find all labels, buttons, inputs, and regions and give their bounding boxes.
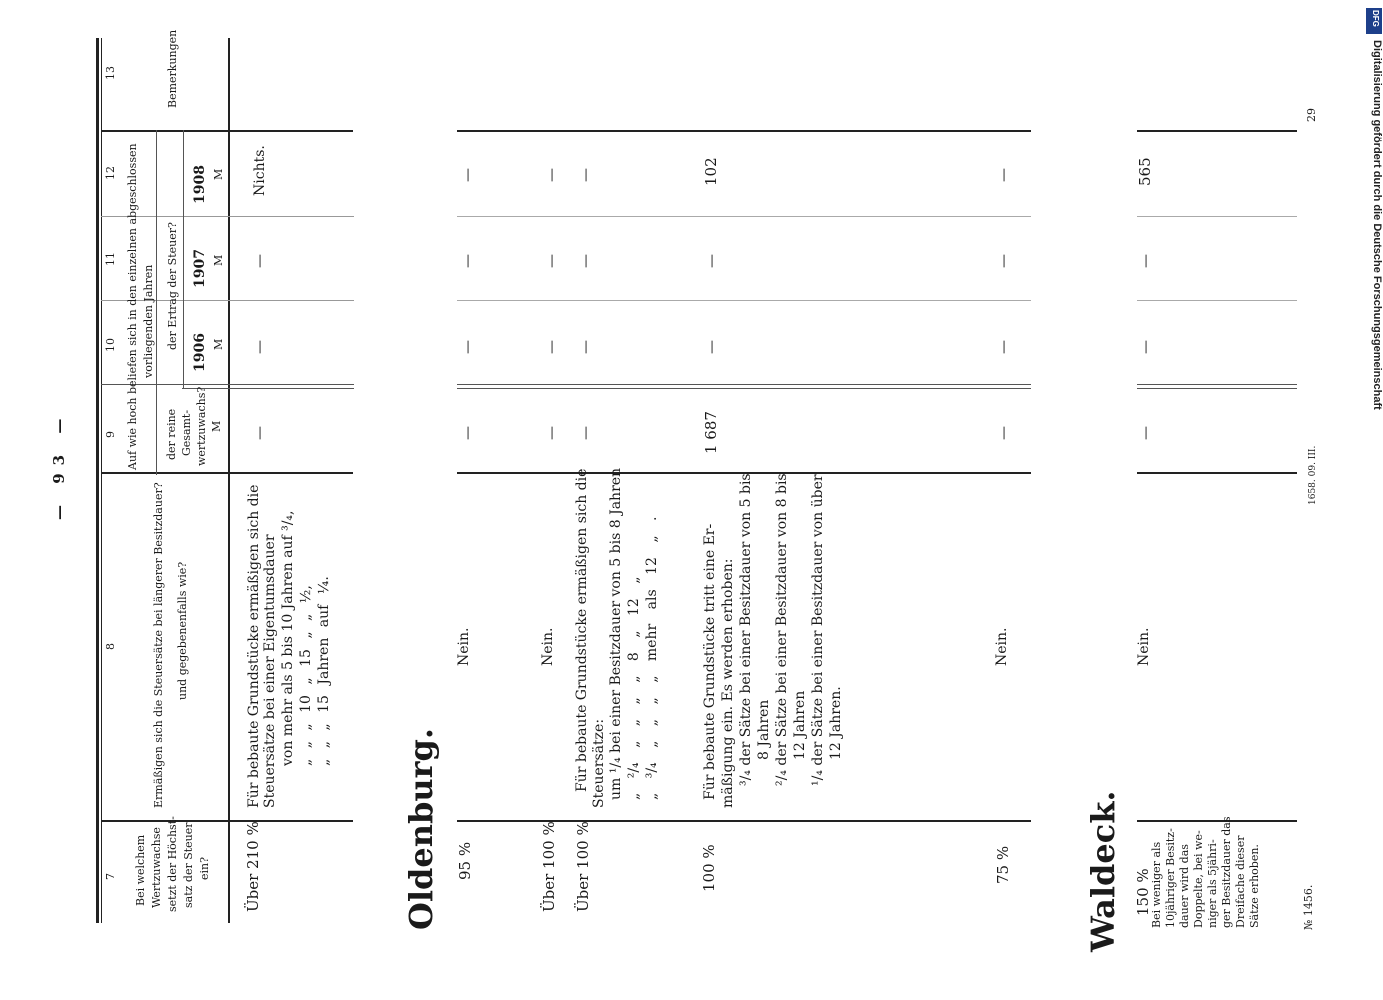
footer-page-sheet: 29 [1305,108,1318,122]
year-1908-unit: M [212,168,225,180]
waldeck-row1-col10: — [1138,340,1154,354]
col9-header-unit: M [210,420,223,432]
col8-separator [101,820,353,822]
waldeck-row1-note-4: Doppelte, bei we- [1192,830,1205,928]
year-1906-unit: M [212,338,225,350]
oldenburg-row4-col8-line-2: mäßigung ein. Es werden erhoben: [720,558,736,808]
waldeck-heading: Waldeck. [1084,790,1122,952]
year-1906: 1906 [192,333,208,372]
oldenburg-row5-col11: — [996,254,1012,268]
col-number-12: 12 [104,166,117,180]
oldenburg-row2-col8: Nein. [540,627,556,666]
table-border-top [96,38,99,923]
row0-col8-line-3: von mehr als 5 bis 10 Jahren auf ³/₄, [280,510,296,766]
year-1907: 1907 [192,249,208,288]
footer-print-code: 1658. 09. III. [1308,445,1318,505]
oldenburg-row2-col7: Über 100 % [540,821,558,912]
header-bottom-rule [228,38,230,923]
col-number-11: 11 [104,252,117,266]
yield-header: der Ertrag der Steuer? [166,222,179,350]
oldenburg-row4-col8-line-6: 12 Jahren [792,690,808,760]
col9-header-line-3: wertzuwachs? [195,386,208,466]
col7-header-line-5: ein? [198,856,211,880]
group-header-line-1: Auf wie hoch beliefen sich in den einzelnen abgeschlossen [126,143,139,470]
oldenburg-row3-col8-line-5: „ ³/₄ „ „ „ „ mehr als 12 „ . [644,516,660,800]
waldeck-row1-col11: — [1138,254,1154,268]
waldeck-row1-col7: 150 % [1134,868,1152,916]
waldeck-col8-separator [1137,820,1297,822]
oldenburg-row2-col12: — [544,168,560,182]
oldenburg-heading: Oldenburg. [402,727,440,930]
waldeck-row1-col12: 565 [1136,157,1154,186]
waldeck-col10-separator-a [1137,384,1297,385]
yield-header-rule [183,130,184,388]
footer-document-number: № 1456. [1302,884,1315,930]
oldenburg-row4-col10: — [704,340,720,354]
col-number-8: 8 [104,643,117,650]
group-header-line-2: vorliegenden Jahren [142,264,155,378]
oldenburg-row3-col11: — [578,254,594,268]
oldenburg-row3-col8-line-4: „ ²/₄ „ „ „ „ 8 „ 12 „ [626,576,642,800]
page-number: — 93 — [50,410,68,520]
waldeck-row1-note-7: Dreifache dieser [1234,835,1247,928]
oldenburg-row1-col7: 95 % [456,841,474,880]
oldenburg-row3-col8-line-3: um ¹/₄ bei einer Besitzdauer von 5 bis 8 Jahren [608,467,624,800]
oldenburg-row4-col8-line-8: 12 Jahren. [828,686,844,760]
waldeck-row1-note-1: Bei weniger als [1150,841,1163,928]
col-number-10: 10 [104,338,117,352]
row0-col8-line-1: Für bebaute Grundstücke ermäßigen sich die [246,484,262,808]
dfg-credit: Digitalisierung gefördert durch die Deutsche Forschungsgemeinschaft [1371,40,1383,410]
waldeck-row1-note-6: ger Besitzdauer das [1220,816,1233,928]
col-number-7: 7 [104,873,117,880]
oldenburg-row3-col8-line-1: Für bebaute Grundstücke ermäßigen sich die [574,468,590,792]
dfg-logo-text: DFG [1371,10,1380,27]
table-border-top-inner [101,38,102,923]
oldenburg-col11-separator [457,300,1031,301]
row0-col12: Nichts. [252,145,268,196]
oldenburg-row4-col9: 1 687 [702,411,720,454]
waldeck-row1-col9: — [1138,426,1154,440]
oldenburg-row4-col8-line-7: ¹/₄ der Sätze bei einer Besitzdauer von über [810,474,826,786]
row0-col10: — [252,340,268,354]
oldenburg-row1-col11: — [460,254,476,268]
oldenburg-col12-separator [457,216,1031,217]
waldeck-row1-col8: Nein. [1136,627,1152,666]
oldenburg-row5-col9: — [996,426,1012,440]
waldeck-row1-note-8: Sätze erhoben. [1248,844,1261,928]
oldenburg-row3-col9: — [578,426,594,440]
oldenburg-row4-col8-line-3: ³/₄ der Sätze bei einer Besitzdauer von 5 bis [738,473,754,786]
col8-header-line-1: Ermäßigen sich die Steuersätze bei längerer Besitzdauer? [152,482,165,808]
oldenburg-row1-col12: — [460,168,476,182]
oldenburg-row3-col8-line-2: Steuersätze: [591,718,607,808]
row0-col8-line-5: „ „ „ 15 Jahren auf ¼. [316,576,332,766]
col13-separator [101,130,353,132]
row0-col11: — [252,254,268,268]
group-header-rule [156,130,157,475]
waldeck-row1-note-3: dauer wird das [1178,844,1191,928]
oldenburg-col10-separator-a [457,384,1031,385]
oldenburg-row5-col8: Nein. [994,627,1010,666]
col-number-13: 13 [104,66,117,80]
col9-header-line-1: der reine [165,408,178,460]
oldenburg-row5-col12: — [996,168,1012,182]
oldenburg-row3-col7: Über 100 % [574,821,592,912]
col7-header-line-4: satz der Steuer [182,822,195,908]
oldenburg-row4-col8-line-4: 8 Jahren [756,699,772,760]
col-number-9: 9 [104,431,117,438]
waldeck-row1-note-2: 10jähriger Besitz- [1164,828,1177,928]
oldenburg-row5-col10: — [996,340,1012,354]
waldeck-col12-separator [1137,216,1297,217]
oldenburg-row4-col8-line-1: Für bebaute Grundstücke tritt eine Er- [702,523,718,800]
year-1907-unit: M [212,254,225,266]
oldenburg-row1-col8: Nein. [456,627,472,666]
oldenburg-row4-col8-line-5: ²/₄ der Sätze bei einer Besitzdauer von 8 bis [774,473,790,786]
oldenburg-row4-col12: 102 [702,157,720,186]
dfg-logo [1366,8,1382,34]
row0-col8-line-4: „ „ „ 10 „ 15 „ „ ½, [298,585,314,766]
oldenburg-row5-col7: 75 % [994,845,1012,884]
oldenburg-row3-col12: — [578,168,594,182]
waldeck-col13-separator [1137,130,1297,132]
oldenburg-row2-col10: — [544,340,560,354]
col9-header-line-2: Gesamt- [180,409,193,456]
col7-header-line-3: setzt der Höchst- [166,816,179,912]
col13-header: Bemerkungen [166,29,179,108]
oldenburg-col13-separator [457,130,1031,132]
row0-col9: — [252,426,268,440]
col7-header-line-1: Bei welchem [134,834,147,906]
row0-col8-line-2: Steuersätze bei einer Eigentumsdauer [262,534,278,808]
oldenburg-col10-separator-b [457,388,1031,389]
oldenburg-row3-col10: — [578,340,594,354]
oldenburg-row2-col9: — [544,426,560,440]
waldeck-col11-separator [1137,300,1297,301]
col9-separator [101,472,353,474]
col8-header-line-2: und gegebenenfalls wie? [176,561,189,700]
oldenburg-row1-col10: — [460,340,476,354]
oldenburg-row1-col9: — [460,426,476,440]
oldenburg-row4-col11: — [704,254,720,268]
waldeck-row1-note-5: niger als 5jähri- [1206,839,1219,928]
waldeck-col10-separator-b [1137,388,1297,389]
waldeck-col9-separator [1137,472,1297,474]
row0-col7: Über 210 % [244,821,262,912]
oldenburg-row4-col7: 100 % [700,844,718,892]
oldenburg-row2-col11: — [544,254,560,268]
col7-header-line-2: Wertzuwachse [150,827,163,908]
year-1908: 1908 [192,165,208,204]
